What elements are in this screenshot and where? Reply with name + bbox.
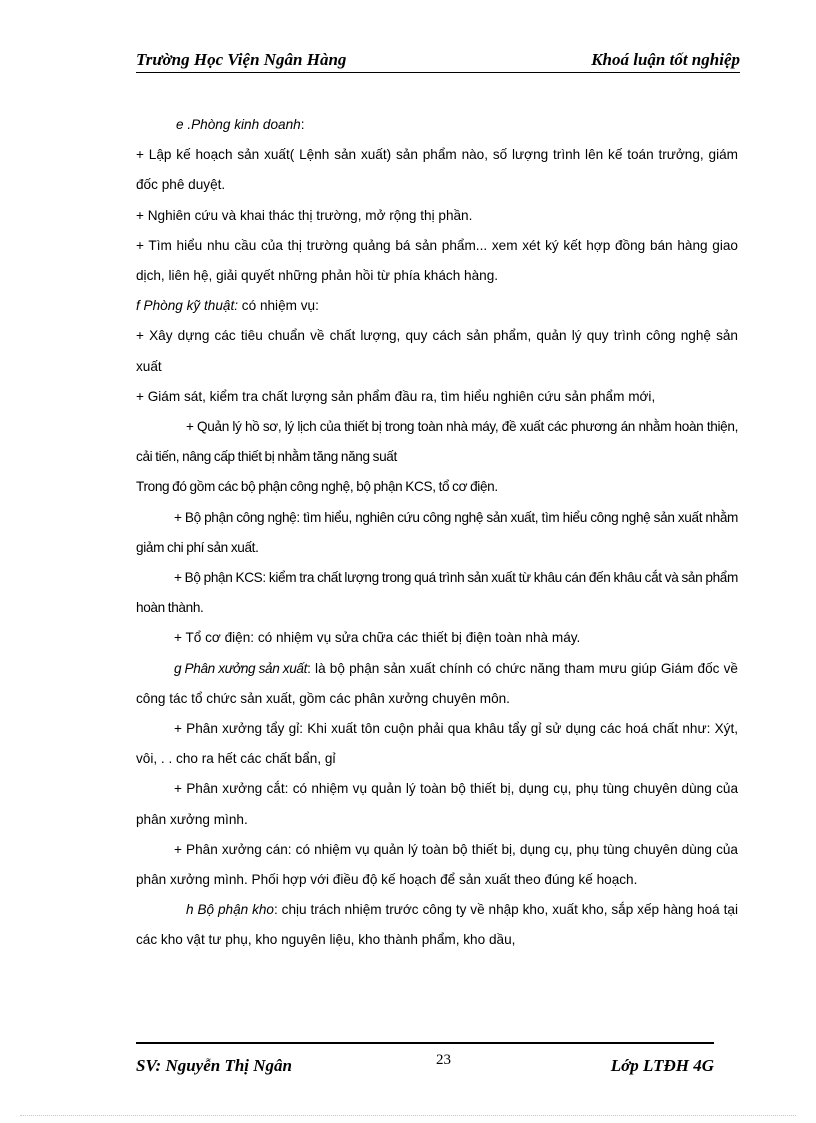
- section-e-item-2: + Nghiên cứu và khai thác thị trường, mở rộng thị phần.: [136, 207, 473, 223]
- section-f-sub-2: + Bộ phận KCS: kiểm tra chất lượng trong quá trình sản xuất từ khâu cán đến khâu cắt và sản phẩm hoàn thành.: [136, 570, 738, 616]
- section-h-rest: : chịu trách nhiệm trước công ty về nhập kho, xuất kho, sắp xếp hàng hoá tại các kho vật tư phụ, kho nguyên liệu, kho thành phẩm, kho dầu,: [136, 902, 738, 948]
- section-g-heading: [136, 654, 738, 714]
- section-g-item-2: + Phân xưởng cắt: có nhiệm vụ quản lý toàn bộ thiết bị, dụng cụ, phụ tùng chuyên dùng của phân xưởng mình.: [136, 781, 738, 827]
- page-footer: [136, 1042, 714, 1078]
- footer-student-name: SV: Nguyễn Thị Ngân: [136, 1056, 293, 1075]
- section-g-title: g Phân xưởng sản xuất: [174, 660, 308, 676]
- section-e-heading: [136, 110, 738, 140]
- section-f-heading: [136, 291, 738, 321]
- section-h-heading: [136, 895, 738, 955]
- section-f-title: f Phòng kỹ thuật:: [136, 298, 239, 314]
- section-e-item-1: + Lập kế hoạch sản xuất( Lệnh sản xuất) sản phẩm nào, số lượng trình lên kế toán trưởng, giám đốc phê duyệt.: [136, 147, 738, 193]
- section-h-title: h Bộ phận kho: [186, 902, 274, 918]
- header-school-name: Trường Học Viện Ngân Hàng: [136, 50, 347, 69]
- section-f-sub-1: + Bộ phận công nghệ: tìm hiểu, nghiên cứu công nghệ sản xuất, tìm hiểu công nghệ sản xuất nhằm giảm chi phí sản xuất.: [136, 509, 738, 555]
- page-bottom-divider: [20, 1115, 796, 1116]
- section-e-title: e .Phòng kinh doanh: [176, 117, 301, 132]
- section-g-item-3: + Phân xưởng cán: có nhiệm vụ quản lý toàn bộ thiết bị, dụng cụ, phụ tùng chuyên dùng của phân xưởng mình. Phối hợp với điều độ kế hoạch để sản xuất theo đúng kế hoạch.: [136, 841, 738, 888]
- section-f-sub-3: + Tổ cơ điện: có nhiệm vụ sửa chữa các thiết bị điện toàn nhà máy.: [174, 630, 581, 646]
- section-g-rest: : là bộ phận sản xuất chính có chức năng tham mưu giúp Giám đốc về công tác tổ chức sản xuất, gồm các phân xưởng chuyên môn.: [136, 660, 738, 706]
- page-header: [136, 50, 740, 73]
- document-body: [136, 110, 738, 956]
- page-number: 23: [436, 1052, 451, 1068]
- section-f-item-3: + Quản lý hồ sơ, lý lịch của thiết bị trong toàn nhà máy, đề xuất các phương án nhằm hoàn thiện, cải tiến, nâng cấp thiết bị nhằm tăng năng suất: [136, 419, 738, 465]
- section-f-sub-intro: Trong đó gồm các bộ phận công nghệ, bộ phận KCS, tổ cơ điện.: [136, 479, 498, 495]
- section-f-item-1: + Xây dựng các tiêu chuẩn về chất lượng, quy cách sản phẩm, quản lý quy trình công nghệ sản xuất: [136, 328, 738, 374]
- footer-class-name: Lớp LTĐH 4G: [610, 1056, 714, 1075]
- section-f-item-2: + Giám sát, kiểm tra chất lượng sản phẩm đầu ra, tìm hiểu nghiên cứu sản phẩm mới,: [136, 388, 656, 404]
- section-e-colon: :: [300, 117, 305, 132]
- section-e-item-3: + Tìm hiểu nhu cầu của thị trường quảng bá sản phẩm... xem xét ký kết hợp đồng bán hàng giao dịch, liên hệ, giải quyết những phản hồi từ phía khách hàng.: [136, 237, 738, 284]
- section-f-rest: có nhiệm vụ:: [238, 298, 319, 314]
- header-document-type: Khoá luận tốt nghiệp: [591, 50, 740, 69]
- section-g-item-1: + Phân xưởng tẩy gỉ: Khi xuất tôn cuộn phải qua khâu tẩy gỉ sử dụng các hoá chất như: Xýt, vôi, . . cho ra hết các chất bẩn, gỉ: [136, 721, 738, 767]
